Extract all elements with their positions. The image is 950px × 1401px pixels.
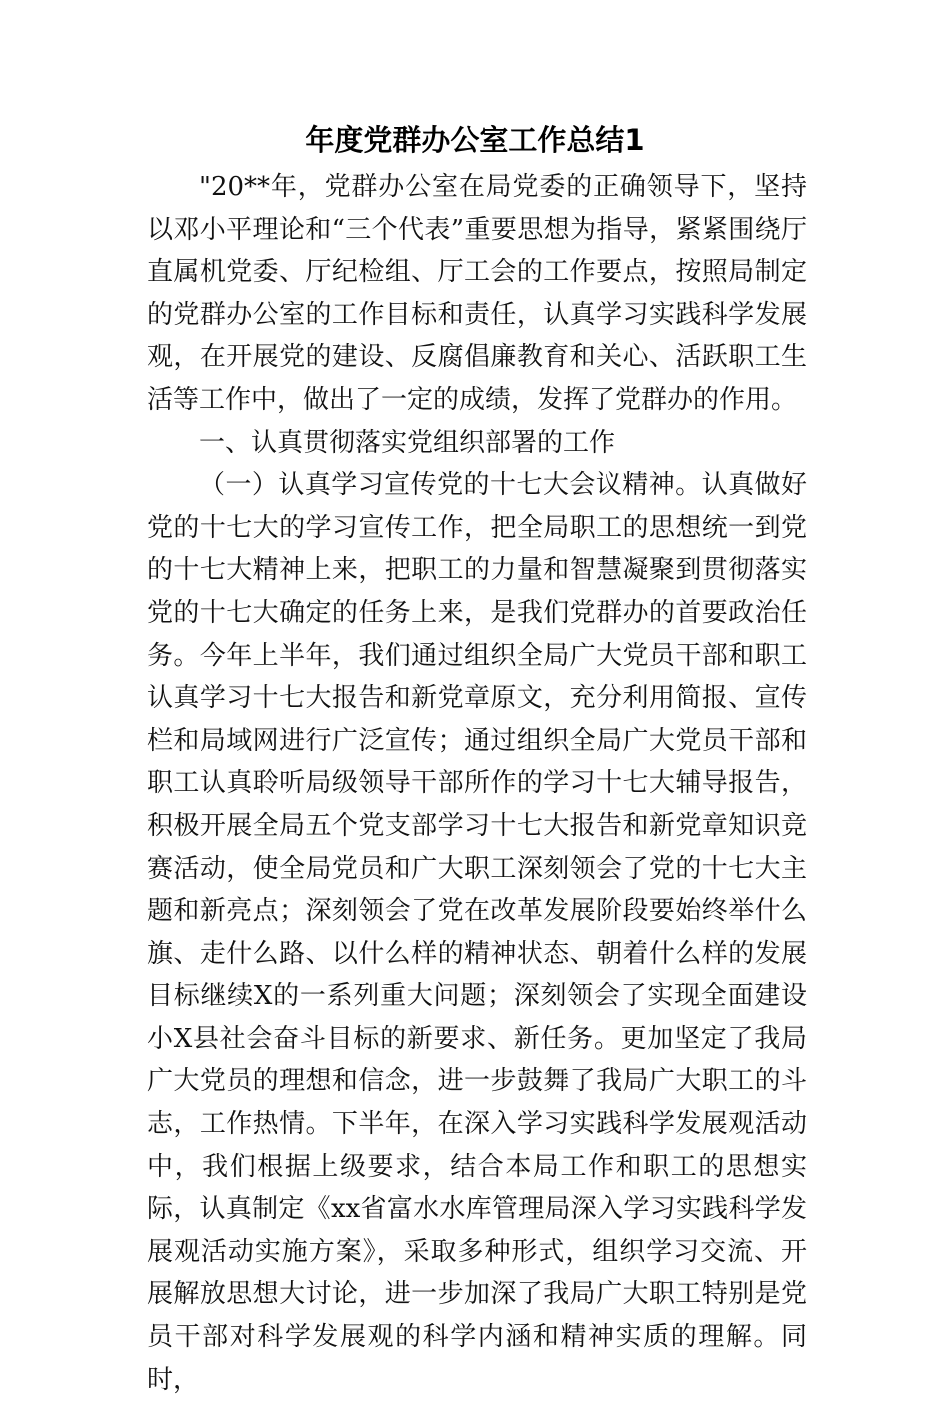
document-title: 年度党群办公室工作总结1 [305, 123, 645, 157]
section-heading-1: 一、认真贯彻落实党组织部署的工作 [199, 427, 616, 458]
paragraph-section-1-1: （一）认真学习宣传党的十七大会议精神。认真做好党的十七大的学习宣传工作，把全局职工的思想统一到党的十七大精神上来，把职工的力量和智慧凝聚到贯彻落实党的十七大确定的任务上来，是我们党群办的首要政治任务。今年上半年，我们通过组织全局广大党员干部和职工认真学习十七大报告和新党章原文，充分利用简报、宣传栏和局域网进行广泛宣传；通过组织全局广大党员干部和职工认真聆听局级领导干部所作的学习十七大辅导报告，积极开展全局五个党支部学习十七大报告和新党章知识竞赛活动，使全局党员和广大职工深刻领会了党的十七大主题和新亮点；深刻领会了党在改革发展阶段要始终举什么旗、走什么路、以什么样的精神状态、朝着什么样的发展目标继续X的一系列重大问题；深刻领会了实现全面建设小X县社会奋斗目标的新要求、新任务。更加坚定了我局广大党员的理想和信念，进一步鼓舞了我局广大职工的斗志，工作热情。下半年，在深入学习实践科学发展观活动中，我们根据上级要求，结合本局工作和职工的思想实际，认真制定《xx省富水水库管理局深入学习实践科学发展观活动实施方案》，采取多种形式，组织学习交流、开展解放思想大讨论，进一步加深了我局广大职工特别是党员干部对科学发展观的科学内涵和精神实质的理解。同时， [147, 470, 807, 1395]
paragraph-intro: "20**年，党群办公室在局党委的正确领导下，坚持以邓小平理论和“三个代表”重要思想为指导，紧紧围绕厅直属机党委、厅纪检组、厅工会的工作要点，按照局制定的党群办公室的工作目标和责任，认真学习实践科学发展观，在开展党的建设、反腐倡廉教育和关心、活跃职工生活等工作中，做出了一定的成绩，发挥了党群办的作用。 [147, 172, 807, 415]
document-body [147, 166, 807, 1401]
